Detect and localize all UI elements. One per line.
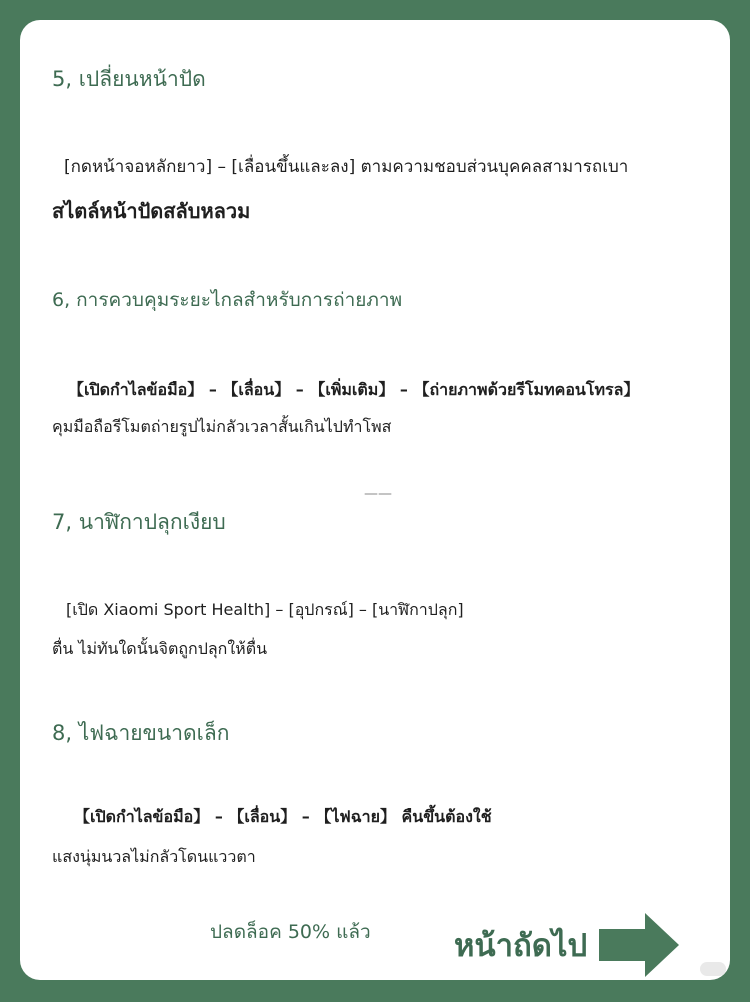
section-6-description: คุมมือถือรีโมตถ่ายรูปไม่กลัวเวลาสั้นเกินไปทำโพส [52, 417, 392, 436]
divider-dash: —— [364, 486, 392, 502]
content-card [20, 20, 730, 980]
next-page-label: หน้าถัดไป [454, 928, 588, 964]
corner-badge [700, 962, 726, 976]
section-8-description: แสงนุ่มนวลไม่กลัวโดนแววตา [52, 847, 256, 866]
arrow-right-icon [599, 913, 679, 977]
section-7-description: ตื่น ไม่ทันใดนั้นจิตถูกปลุกให้ตื่น [52, 639, 268, 658]
section-8-heading: 8, ไฟฉายขนาดเล็ก [52, 721, 230, 745]
section-5-heading: 5, เปลี่ยนหน้าปัด [52, 67, 206, 91]
section-5-instruction: [กดหน้าจอหลักยาว] – [เลื่อนขึ้นและลง] ตามความชอบส่วนบุคคลสามารถเบา [64, 157, 629, 177]
section-8-instruction: 【เปิดกำไลข้อมือ】 – 【เลื่อน】 – 【ไฟฉาย】 คืนขึ้นต้องใช้ [74, 807, 492, 826]
section-5-description: สไตล์หน้าปัดสลับหลวม [52, 199, 251, 223]
section-6-instruction: 【เปิดกำไลข้อมือ】 – 【เลื่อน】 – 【เพิ่มเติม】 – 【ถ่ายภาพด้วยรีโมทคอนโทรล】 [68, 380, 640, 399]
unlock-progress-text: ปลดล็อค 50% แล้ว [210, 921, 371, 943]
section-6-heading: 6, การควบคุมระยะไกลสำหรับการถ่ายภาพ [52, 289, 403, 311]
section-7-instruction: [เปิด Xiaomi Sport Health] – [อุปกรณ์] – [นาฬิกาปลุก] [66, 600, 464, 619]
next-page-button[interactable] [454, 913, 679, 977]
section-7-heading: 7, นาฬิกาปลุกเงียบ [52, 510, 226, 534]
